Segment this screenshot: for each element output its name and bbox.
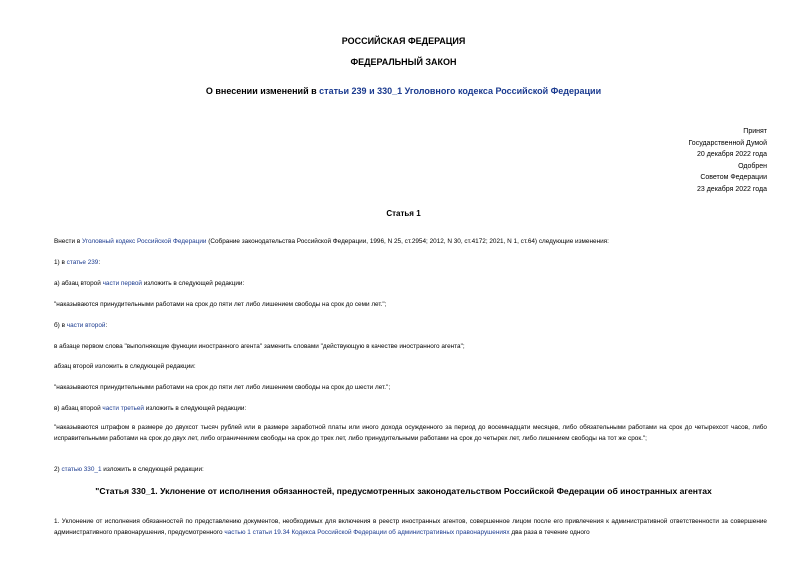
text: :: [105, 322, 108, 329]
link-part-two[interactable]: части второй: [66, 322, 106, 329]
signoff-line: Принят: [743, 128, 767, 135]
text: в) абзац второй: [54, 405, 103, 412]
link-part-one[interactable]: части первой: [102, 280, 142, 287]
text: изложить в следующей редакции:: [143, 405, 247, 412]
paragraph-v: [54, 405, 246, 412]
link-article-239[interactable]: статье 239: [66, 259, 99, 266]
paragraph-a: [54, 280, 244, 287]
text: два раза в течение одного: [509, 528, 590, 536]
link-koap-19-34[interactable]: частью 1 статьи 19.34 Кодекса Российской Федерации об административных правонарушениях: [224, 528, 510, 536]
paragraph-b: [54, 322, 107, 329]
text: а) абзац второй: [54, 280, 103, 287]
paragraph-quote-2: "наказываются принудительными работами на срок до пяти лет либо лишением свободы на срок до шести лет.";: [54, 384, 391, 391]
text: :: [98, 259, 101, 266]
signoff-line: Одобрен: [738, 162, 767, 170]
signoff-line: Государственной Думой: [688, 139, 767, 147]
paragraph-replace: в абзаце первом слова "выполняющие функции иностранного агента" заменить словами "действующую в качестве иностранного агента";: [54, 343, 465, 350]
header-law-type: ФЕДЕРАЛЬНЫЙ ЗАКОН: [350, 57, 457, 67]
paragraph-intro: [54, 238, 609, 245]
title-link[interactable]: статьи 239 и 330_1 Уголовного кодекса Российской Федерации: [319, 86, 602, 96]
text: изложить в следующей редакции:: [101, 466, 204, 473]
signoff-line: 20 декабря 2022 года: [696, 151, 767, 158]
paragraph-quote-3: "наказываются штрафом в размере до двухсот тысяч рублей или в размере заработной платы или иного дохода осужденного за период до восемнадцати месяцев, либо обязательными работами на срок до четырехсот часов, либо исправительными работами на срок до двух лет, либо ограничением свободы на срок до трех лет, либо принудительными работами на срок до четырех лет, либо лишением свободы на тот же срок.";: [54, 424, 767, 442]
signoff-line: 23 декабря 2022 года: [696, 185, 767, 193]
text: Внести в: [54, 238, 82, 245]
adoption-block: [688, 126, 767, 195]
paragraph-quote-1: "наказываются принудительными работами на срок до пяти лет либо лишением свободы на срок до семи лет.";: [54, 301, 387, 308]
new-article-title: "Статья 330_1. Уклонение от исполнения обязанностей, предусмотренных законодательством Российской Федерации об иностранных агентах: [95, 486, 712, 496]
text: 2): [54, 466, 62, 473]
text: 1) в: [54, 259, 67, 266]
text: б) в: [54, 322, 67, 329]
document-title: [0, 86, 807, 96]
link-criminal-code[interactable]: Уголовный кодекс Российской Федерации: [81, 238, 207, 245]
text: (Собрание законодательства Российской Федерации, 1996, N 25, ст.2954; 2012, N 30, ст.4172; 2021, N 1, ст.64) следующие изменения:: [206, 238, 609, 245]
paragraph-article-part-1: [54, 517, 767, 538]
text: 1. Уклонение от исполнения обязанностей по представлению документов, необходимых для включения в реестр иностранных агентов, совершенное лицом после его привлечения к административной ответственности за совершение административного правонарушения, предусмотренного: [54, 518, 767, 536]
text: изложить в следующей редакции:: [141, 280, 245, 287]
article-title: Статья 1: [386, 209, 421, 218]
title-text: О внесении изменений в: [205, 86, 320, 96]
signoff-line: Советом Федерации: [700, 174, 767, 181]
paragraph-2: [54, 466, 204, 473]
link-article-330-1[interactable]: статью 330_1: [61, 466, 102, 473]
paragraph-1: [54, 259, 100, 266]
link-part-three[interactable]: части третьей: [102, 405, 144, 412]
paragraph-abzac: абзац второй изложить в следующей редакции:: [54, 363, 196, 370]
header-country: РОССИЙСКАЯ ФЕДЕРАЦИЯ: [341, 36, 466, 46]
